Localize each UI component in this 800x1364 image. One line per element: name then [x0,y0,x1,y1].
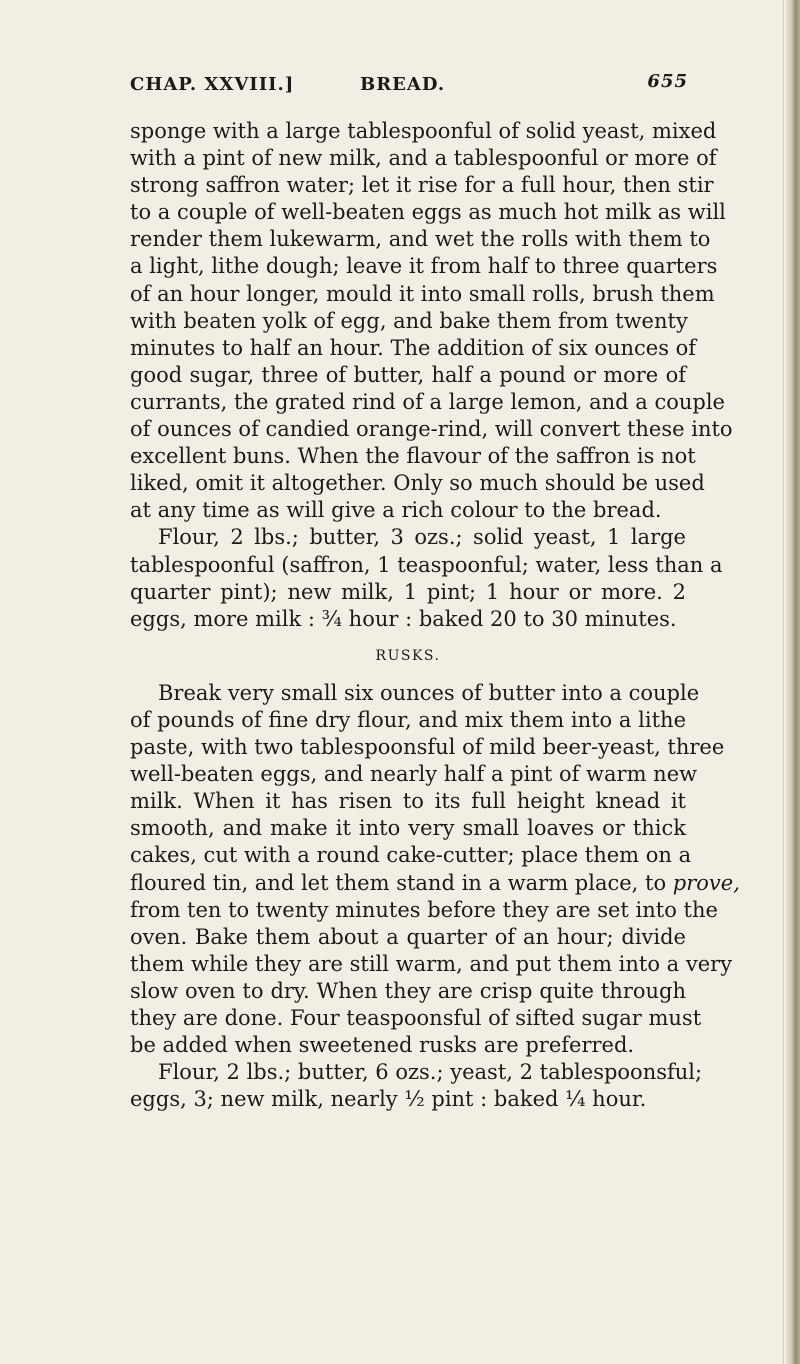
text-line: Flour, 2 lbs.; butter, 6 ozs.; yeast, 2 tablespoonsful; [158,1060,703,1085]
running-header [130,71,688,104]
saffron-rolls-recipe-summary [130,524,723,632]
text-line: eggs, 3; new milk, nearly ½ pint : baked ¼ hour. [130,1087,647,1112]
text-line: render them lukewarm, and wet the rolls with them to [130,227,711,252]
text-line: slow oven to dry. When they are crisp quite through [130,978,686,1003]
text-line: a light, lithe dough; leave it from half to three quarters [130,254,718,279]
text-line: with beaten yolk of egg, and bake them from twenty [130,308,688,333]
page-edge-line [783,0,784,1364]
text-line: Flour, 2 lbs.; butter, 3 ozs.; solid yeast, 1 large [158,525,686,550]
text-line: of an hour longer, mould it into small rolls, brush them [130,281,715,306]
text-line: quarter pint); new milk, 1 pint; 1 hour or more. 2 [130,579,686,604]
text-line: well-beaten eggs, and nearly half a pint of warm new [130,762,698,787]
text-line: be added when sweetened rusks are preferred. [130,1033,635,1058]
text-line: liked, omit it altogether. Only so much should be used [130,471,705,496]
text-line: good sugar, three of butter, half a pound or more of [130,362,686,387]
chapter-label: CHAP. XXVIII.] [130,74,295,95]
running-title: BREAD. [360,74,446,95]
italic-word: prove, [672,870,740,895]
text-line: excellent buns. When the flavour of the saffron is not [130,444,696,469]
text-line: them while they are still warm, and put them into a very [130,951,733,976]
text-line: oven. Bake them about a quarter of an hour; divide [130,924,686,949]
text-line: strong saffron water; let it rise for a full hour, then stir [130,173,714,198]
text-line: tablespoonful (saffron, 1 teaspoonful; water, less than a [130,552,723,577]
section-heading-rusks: RUSKS. [375,647,441,664]
text-line [130,870,740,897]
page-edge [786,0,800,1364]
text-line: minutes to half an hour. The addition of six ounces of [130,335,697,360]
text-line: at any time as will give a rich colour to the bread. [130,498,662,523]
text-line-part: floured tin, and let them stand in a warm place, to [130,870,667,895]
text-line: Break very small six ounces of butter into a couple [158,680,700,705]
text-line: they are done. Four teaspoonsful of sifted sugar must [130,1006,702,1030]
text-line: to a couple of well-beaten eggs as much hot milk as will [130,200,726,225]
page-number: 655 [647,71,688,92]
text-line: cakes, cut with a round cake-cutter; place them on a [130,843,692,868]
rusks-recipe-summary [130,1059,703,1113]
saffron-rolls-paragraph [130,118,733,524]
text-line: with a pint of new milk, and a tablespoonful or more of [130,146,717,171]
rusks-paragraph [130,680,740,1059]
text-line: eggs, more milk : ¾ hour : baked 20 to 30 minutes. [130,606,677,631]
text-line: sponge with a large tablespoonful of solid yeast, mixed [130,119,717,143]
text-line: paste, with two tablespoonsful of mild beer-yeast, three [130,735,725,760]
text-line: of pounds of fine dry flour, and mix them into a lithe [130,707,686,732]
text-line: from ten to twenty minutes before they are set into the [130,897,718,922]
text-line: smooth, and make it into very small loaves or thick [130,816,686,841]
text-line: currants, the grated rind of a large lemon, and a couple [130,389,725,414]
page-body [130,118,740,1113]
text-line: milk. When it has risen to its full height knead it [130,789,686,814]
text-line: of ounces of candied orange-rind, will convert these into [130,417,733,442]
